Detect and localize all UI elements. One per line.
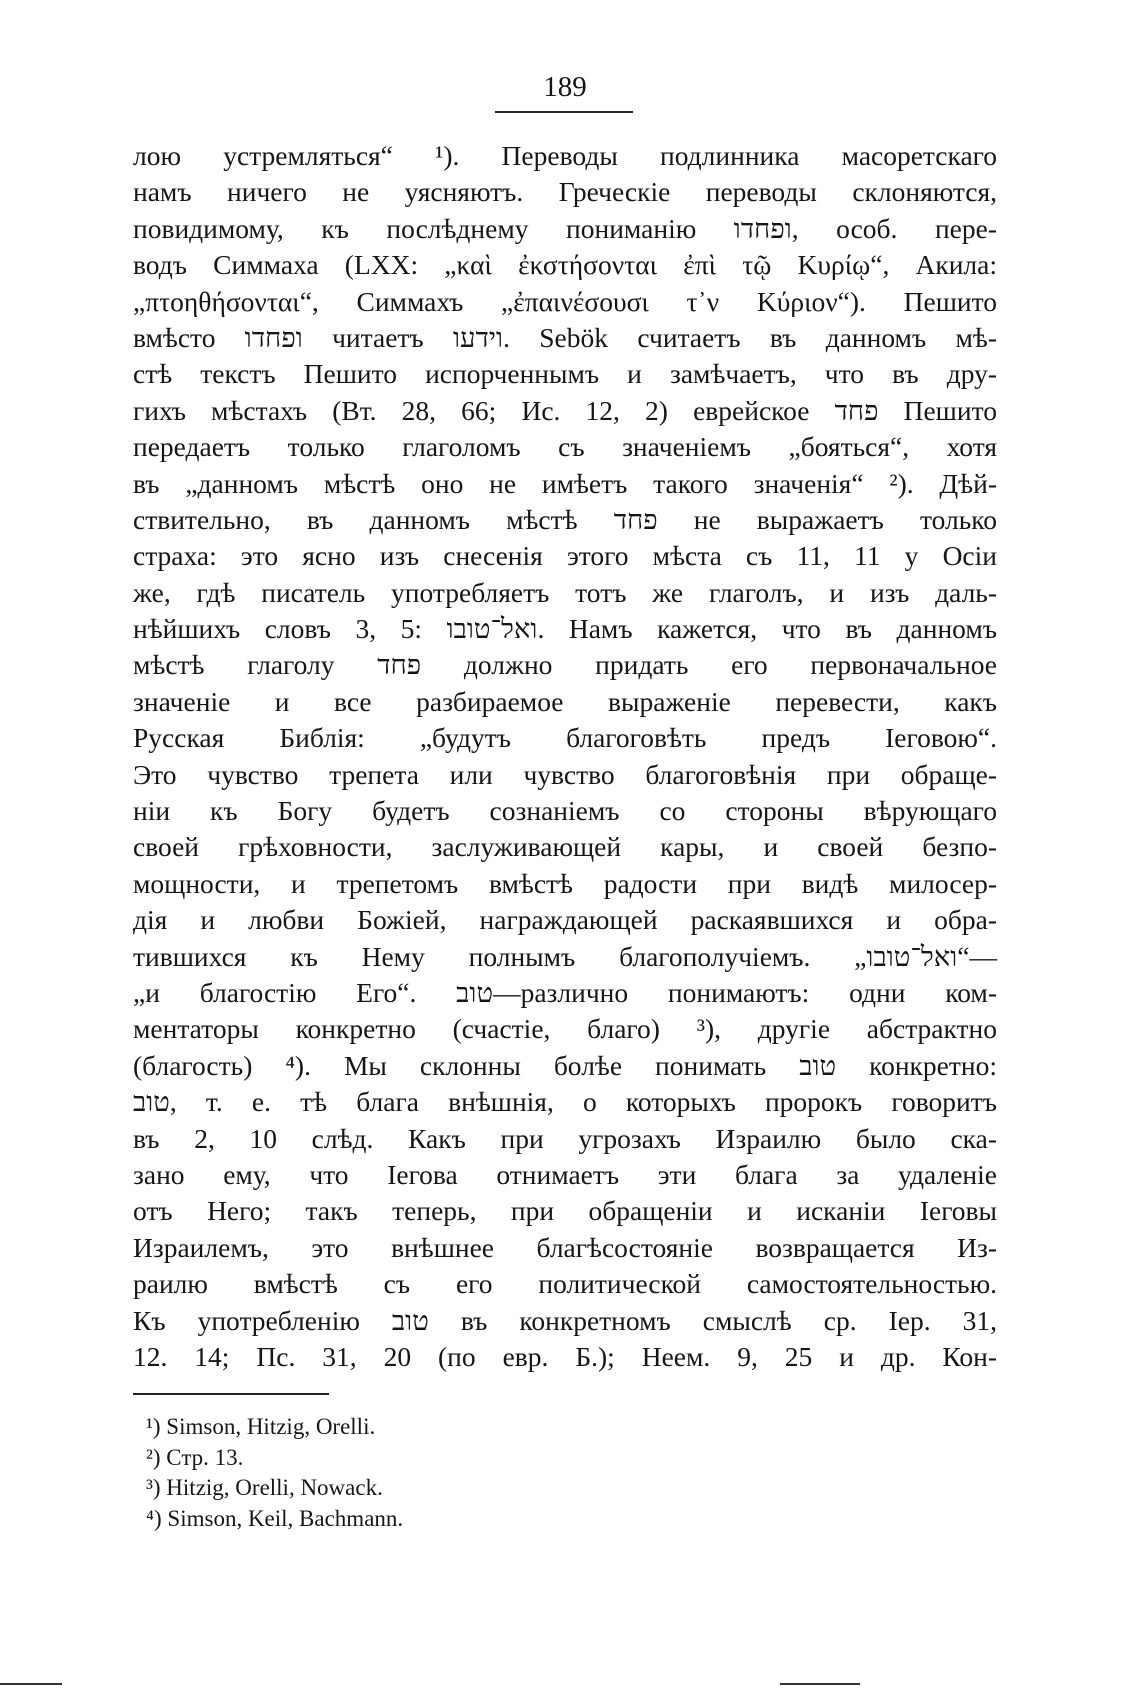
text-line: намъ ничего не уясняютъ. Греческіе переводы склоняются, (133, 176, 997, 208)
footnote-3: ³) Hitzig, Orelli, Nowack. (146, 1475, 383, 1500)
text-line: повидимому, къ послѣднему пониманію ופחדו, особ. пере- (133, 212, 997, 244)
page-number: 189 (543, 71, 587, 103)
text-line: טוב, т. е. тѣ блага внѣшнія, о которыхъ пророкъ говоритъ (133, 1086, 997, 1118)
text-line: ментаторы конкретно (счастіе, благо) ³), другіе абстрактно (133, 1013, 997, 1045)
text-line: Русская Библія: „будутъ благоговѣть предъ Іеговою“. (133, 722, 997, 754)
text-line: вмѣсто ופחדו читаетъ וידעו. Sebök считаетъ въ данномъ мѣ- (133, 321, 997, 353)
text-line: ніи къ Богу будетъ сознаніемъ со стороны вѣрующаго (133, 795, 997, 827)
text-line: отъ Него; такъ теперь, при обращеніи и исканіи Іеговы (133, 1195, 997, 1227)
text-line: мощности, и трепетомъ вмѣстѣ радости при видѣ милосер- (133, 867, 997, 899)
text-line: значеніе и все разбираемое выраженіе перевести, какъ (133, 685, 997, 717)
text-line: передаетъ только глаголомъ съ значеніемъ „бояться“, хотя (133, 431, 997, 463)
text-line: своей грѣховности, заслуживающей кары, и своей безпо- (133, 831, 997, 863)
text-line: лою устремляться“ ¹). Переводы подлинника масоретскаго (133, 140, 997, 171)
text-line: 12. 14; Пс. 31, 20 (по евр. Б.); Неем. 9, 25 и др. Кон- (133, 1340, 997, 1372)
footnote-2: ²) Стр. 13. (146, 1444, 244, 1470)
text-line: нѣйшихъ словъ 3, 5: ואל־טובו. Намъ кажется, что въ данномъ (133, 613, 998, 645)
scan-edge-mark-right (780, 1683, 860, 1685)
footnote-4: ⁴) Simson, Keil, Bachmann. (146, 1505, 404, 1531)
text-line: тившихся къ Нему полнымъ благополучіемъ. „ואל־טובו“— (133, 940, 997, 972)
text-line: стѣ текстъ Пешито испорченнымъ и замѣчаетъ, что въ дру- (133, 358, 997, 390)
text-line: страха: это ясно изъ снесенія этого мѣста съ 11, 11 у Осіи (133, 540, 997, 572)
text-line: въ 2, 10 слѣд. Какъ при угрозахъ Израилю было ска- (133, 1122, 997, 1154)
text-line: раилю вмѣстѣ съ его политической самостоятельностью. (133, 1268, 997, 1300)
text-line: (благость) ⁴). Мы склонны болѣе понимать טוב конкретно: (133, 1049, 997, 1081)
text-line: мѣстѣ глаголу פחד должно придать его первоначальное (133, 649, 997, 681)
text-line: зано ему, что Іегова отнимаетъ эти блага за удаленіе (133, 1158, 997, 1190)
footnote-rule (133, 1393, 329, 1395)
page-number-rule (495, 111, 633, 113)
scan-edge-mark-left (0, 1683, 62, 1685)
text-line: въ „данномъ мѣстѣ оно не имѣетъ такого значенія“ ²). Дѣй- (133, 467, 997, 499)
body-text (133, 138, 997, 1375)
footnotes (146, 1412, 746, 1534)
text-line: „и благостію Его“. טוב—различно понимаютъ: одни ком- (133, 976, 997, 1008)
text-line: Къ употребленію טוב въ конкретномъ смыслѣ ср. Іер. 31, (133, 1304, 997, 1336)
text-line: ствительно, въ данномъ мѣстѣ פחד не выражаетъ только (133, 503, 997, 535)
text-line: гихъ мѣстахъ (Вт. 28, 66; Ис. 12, 2) еврейское פחד Пешито (133, 394, 997, 426)
text-line: „πτοηθήσονται“, Симмахъ „ἐπαινέσουσι τ᾿ν Κύριον“). Пешито (133, 285, 997, 317)
text-line: дія и любви Божіей, награждающей раскаявшихся и обра- (133, 904, 997, 936)
text-line: Это чувство трепета или чувство благоговѣнія при обраще- (133, 758, 997, 790)
text-line: водъ Симмаха (LXX: „καὶ ἐκστήσονται ἐπὶ τῷ Κυρίῳ“, Акила: (133, 249, 997, 281)
text-line: же, гдѣ писатель употребляетъ тотъ же глаголъ, и изъ даль- (133, 576, 997, 608)
footnote-1: ¹) Simson, Hitzig, Orelli. (146, 1414, 376, 1439)
text-line: Израилемъ, это внѣшнее благѣсостояніе возвращается Из- (133, 1231, 997, 1263)
